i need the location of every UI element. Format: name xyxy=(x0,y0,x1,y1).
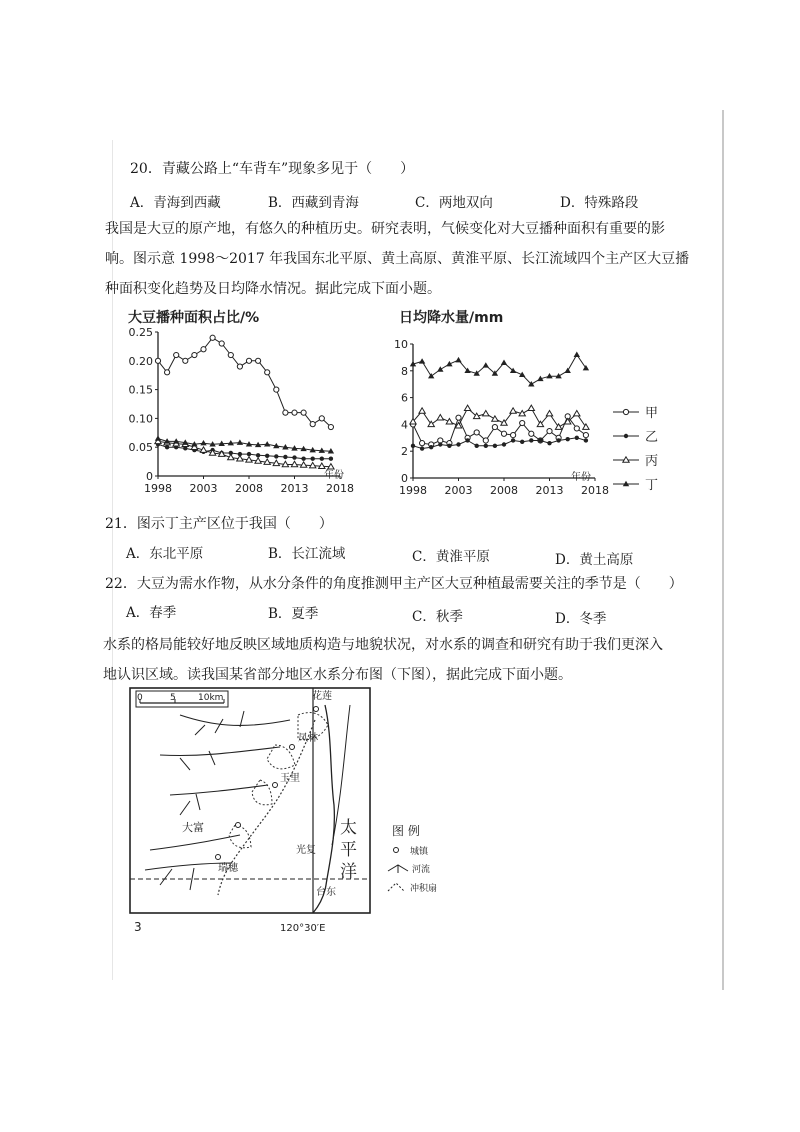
c1-point-1 xyxy=(292,455,296,459)
legend-title: 图 例 xyxy=(392,824,420,838)
tributary-river xyxy=(195,711,244,735)
c1-point-0 xyxy=(219,341,224,346)
c1-point-3 xyxy=(155,435,161,440)
c1-point-0 xyxy=(192,352,197,357)
legend-river-label: 河流 xyxy=(412,865,431,875)
c1-point-0 xyxy=(301,410,306,415)
c2-point-2 xyxy=(555,424,561,429)
c2-ytick-label: 8 xyxy=(401,364,408,378)
c2-point-1 xyxy=(465,438,469,442)
legend-label: 乙 xyxy=(645,430,659,445)
c2-ytick-label: 4 xyxy=(401,418,408,432)
c2-point-2 xyxy=(437,415,443,420)
c2-point-1 xyxy=(547,441,551,445)
c1-point-0 xyxy=(256,358,261,363)
c2-point-1 xyxy=(447,444,451,448)
c1-point-0 xyxy=(265,370,270,375)
c2-point-1 xyxy=(429,445,433,449)
c2-point-1 xyxy=(502,442,506,446)
q22-option-d: D．冬季 xyxy=(555,611,607,627)
tributary-river xyxy=(180,715,290,725)
c2-point-1 xyxy=(411,444,415,448)
c2-point-0 xyxy=(456,415,461,420)
ocean-label-char3: 洋 xyxy=(340,862,357,882)
c2-point-1 xyxy=(438,442,442,446)
c2-point-2 xyxy=(583,424,589,429)
q22-option-b: B．夏季 xyxy=(268,606,319,622)
c2-point-2 xyxy=(419,408,425,413)
precipitation-chart xyxy=(385,300,675,500)
c2-point-3 xyxy=(483,362,489,367)
c1-point-0 xyxy=(319,416,324,421)
c2-point-3 xyxy=(546,373,552,378)
passage2-line1: 水系的格局能较好地反映区域地质构造与地貌状况，对水系的调查和研究有助于我们更深入 xyxy=(103,637,663,653)
c2-point-1 xyxy=(556,438,560,442)
q21-option-a: A．东北平原 xyxy=(126,546,204,562)
c2-point-3 xyxy=(501,360,507,365)
c2-xtick-label: 1998 xyxy=(399,484,427,497)
c2-xtick-label: 2013 xyxy=(535,484,564,497)
c2-ytick-label: 10 xyxy=(394,338,408,351)
c2-point-2 xyxy=(464,405,470,410)
c1-point-1 xyxy=(274,454,278,458)
c1-ytick-label: 0.20 xyxy=(128,354,153,368)
c2-point-2 xyxy=(428,421,434,426)
c2-point-1 xyxy=(529,438,533,442)
q20-stem: 20．青藏公路上“车背车”现象多见于（ ） xyxy=(130,161,415,177)
c2-point-0 xyxy=(501,431,506,436)
town-marker xyxy=(236,823,241,828)
map-scale-bar xyxy=(136,691,228,707)
c1-xtick-label: 2013 xyxy=(280,482,309,495)
q20-option-d: D．特殊路段 xyxy=(560,195,639,211)
c1-point-0 xyxy=(292,410,297,415)
place-guangfu: 光复 xyxy=(296,845,316,856)
tributary-river xyxy=(180,794,200,815)
c1-point-0 xyxy=(210,335,215,340)
c1-point-1 xyxy=(283,455,287,459)
c2-point-0 xyxy=(547,429,552,434)
c1-point-0 xyxy=(183,358,188,363)
soybean-area-chart xyxy=(110,300,360,500)
c1-ytick-label: 0 xyxy=(146,470,153,483)
c1-point-0 xyxy=(155,358,160,363)
c1-point-1 xyxy=(247,452,251,456)
place-taidong: 台东 xyxy=(316,887,336,898)
c2-point-0 xyxy=(474,430,479,435)
c1-point-0 xyxy=(201,347,206,352)
place-ruisui: 瑞穗 xyxy=(218,863,238,874)
q22-stem: 22．大豆为需水作物，从水分条件的角度推测甲主产区大豆种植最需要关注的季节是（ ） xyxy=(105,576,683,592)
legend-town-label: 城镇 xyxy=(410,847,429,857)
c2-point-1 xyxy=(566,437,570,441)
legend-town-icon xyxy=(394,848,399,853)
c1-point-1 xyxy=(329,457,333,461)
c1-point-0 xyxy=(246,358,251,363)
c1-point-1 xyxy=(301,457,305,461)
c2-point-1 xyxy=(475,444,479,448)
c2-point-1 xyxy=(420,446,424,450)
c1-point-1 xyxy=(311,457,315,461)
c2-point-0 xyxy=(574,426,579,431)
longitude-label: 120°30′E xyxy=(280,923,326,934)
c1-point-1 xyxy=(256,453,260,457)
scale-0: 0 xyxy=(137,693,143,703)
c2-point-2 xyxy=(510,408,516,413)
page-number: 3 xyxy=(134,920,142,934)
c2-point-3 xyxy=(574,352,580,357)
c2-point-1 xyxy=(484,444,488,448)
scan-shadow-edge xyxy=(722,110,724,990)
c2-xtick-label: 2018 xyxy=(581,484,609,497)
chart1-xlabel: 年份 xyxy=(324,470,344,481)
q20-option-a: A．青海到西藏 xyxy=(130,195,221,211)
c2-xtick-label: 2003 xyxy=(444,484,473,497)
c2-point-1 xyxy=(511,438,515,442)
chart2-legend xyxy=(613,406,658,493)
town-marker xyxy=(273,783,278,788)
q21-option-b: B．长江流域 xyxy=(268,546,346,562)
c1-xtick-label: 1998 xyxy=(144,482,172,495)
c2-xtick-label: 2008 xyxy=(490,484,518,497)
c1-xtick-label: 2018 xyxy=(326,482,354,495)
c2-point-1 xyxy=(538,438,542,442)
place-hualien: 花莲 xyxy=(312,691,332,702)
c2-point-2 xyxy=(483,410,489,415)
passage1-line1: 我国是大豆的原产地，有悠久的种植历史。研究表明，气候变化对大豆播种面积有重要的影 xyxy=(105,221,665,237)
place-fenglin: 凤林 xyxy=(298,733,318,744)
c1-point-1 xyxy=(320,457,324,461)
alluvial-fan xyxy=(252,780,272,805)
place-yuli: 玉里 xyxy=(280,773,300,784)
legend-label: 丙 xyxy=(645,454,659,469)
tributary-river xyxy=(160,747,280,756)
c1-point-1 xyxy=(165,445,169,449)
c1-point-0 xyxy=(165,370,170,375)
ocean-label-char2: 平 xyxy=(340,840,357,860)
c2-point-1 xyxy=(575,436,579,440)
legend-label: 甲 xyxy=(645,406,659,421)
c2-point-0 xyxy=(438,438,443,443)
c1-point-3 xyxy=(237,439,243,444)
legend-marker xyxy=(623,409,628,414)
c1-point-3 xyxy=(264,441,270,446)
c2-point-1 xyxy=(520,440,524,444)
tributary-river xyxy=(180,751,215,770)
c2-point-2 xyxy=(574,410,580,415)
q21-stem: 21．图示丁主产区位于我国（ ） xyxy=(105,516,333,532)
c2-point-3 xyxy=(428,373,434,378)
c2-point-1 xyxy=(456,442,460,446)
legend-fan-label: 冲积扇 xyxy=(410,884,438,894)
c1-point-0 xyxy=(228,352,233,357)
q20-option-b: B．西藏到青海 xyxy=(268,195,359,211)
c1-point-0 xyxy=(310,422,315,427)
tributary-river xyxy=(150,835,240,850)
c2-point-0 xyxy=(511,433,516,438)
town-marker xyxy=(216,855,221,860)
c2-ytick-label: 0 xyxy=(401,472,408,485)
q20-option-c: C．两地双向 xyxy=(415,195,493,211)
q22-option-c: C．秋季 xyxy=(412,609,463,625)
c1-xtick-label: 2008 xyxy=(235,482,263,495)
c1-ytick-label: 0.10 xyxy=(128,412,153,426)
c1-ytick-label: 0.15 xyxy=(128,383,153,397)
c2-point-0 xyxy=(492,424,497,429)
c1-point-1 xyxy=(265,454,269,458)
c2-point-1 xyxy=(584,438,588,442)
c1-point-0 xyxy=(283,410,288,415)
c2-point-2 xyxy=(492,416,498,421)
c1-point-0 xyxy=(274,387,279,392)
ocean-label-char1: 太 xyxy=(340,818,357,838)
town-marker xyxy=(290,745,295,750)
legend-label: 丁 xyxy=(645,478,659,493)
chart2-title: 日均降水量/mm xyxy=(399,310,504,326)
c2-point-3 xyxy=(565,368,571,373)
town-marker xyxy=(314,707,319,712)
legend-marker xyxy=(624,434,628,438)
c2-point-2 xyxy=(528,405,534,410)
c2-ytick-label: 2 xyxy=(401,445,408,459)
q22-option-a: A．春季 xyxy=(126,605,177,621)
passage1-line3: 种面积变化趋势及日均降水情况。据此完成下面小题。 xyxy=(105,281,441,297)
c2-point-3 xyxy=(455,357,461,362)
c2-point-2 xyxy=(546,410,552,415)
c2-point-0 xyxy=(483,438,488,443)
c1-xtick-label: 2003 xyxy=(189,482,218,495)
c2-point-3 xyxy=(555,373,561,378)
c2-point-1 xyxy=(493,444,497,448)
c2-point-3 xyxy=(583,365,589,370)
c1-point-0 xyxy=(328,424,333,429)
chart1-title: 大豆播种面积占比/% xyxy=(128,310,260,326)
scale-10km: 10km xyxy=(198,693,224,703)
c2-ytick-label: 6 xyxy=(401,391,408,405)
c1-point-0 xyxy=(174,352,179,357)
c2-point-0 xyxy=(583,433,588,438)
tributary-river xyxy=(170,785,268,795)
q21-option-c: C．黄淮平原 xyxy=(412,549,490,565)
legend-fan-icon xyxy=(388,883,404,891)
chart2-xlabel: 年份 xyxy=(571,472,591,483)
river-system-map xyxy=(120,685,480,945)
c2-point-0 xyxy=(520,420,525,425)
c1-point-3 xyxy=(200,440,206,445)
c2-point-3 xyxy=(437,366,443,371)
c2-point-0 xyxy=(529,431,534,436)
passage1-line2: 响。图示意 1998～2017 年我国东北平原、黄土高原、黄淮平原、长江流域四个主产区大豆播 xyxy=(105,251,690,267)
c1-ytick-label: 0.25 xyxy=(128,326,153,339)
scale-5: 5 xyxy=(170,693,176,703)
c2-point-3 xyxy=(419,358,425,363)
c2-point-0 xyxy=(420,441,425,446)
c1-point-0 xyxy=(237,364,242,369)
c1-ytick-label: 0.05 xyxy=(128,441,153,455)
legend-river-icon xyxy=(388,865,408,873)
passage2-line2: 地认识区域。读我国某省部分地区水系分布图（下图），据此完成下面小题。 xyxy=(103,667,572,683)
place-dafu: 大富 xyxy=(182,821,204,834)
q21-option-d: D．黄土高原 xyxy=(555,552,634,568)
